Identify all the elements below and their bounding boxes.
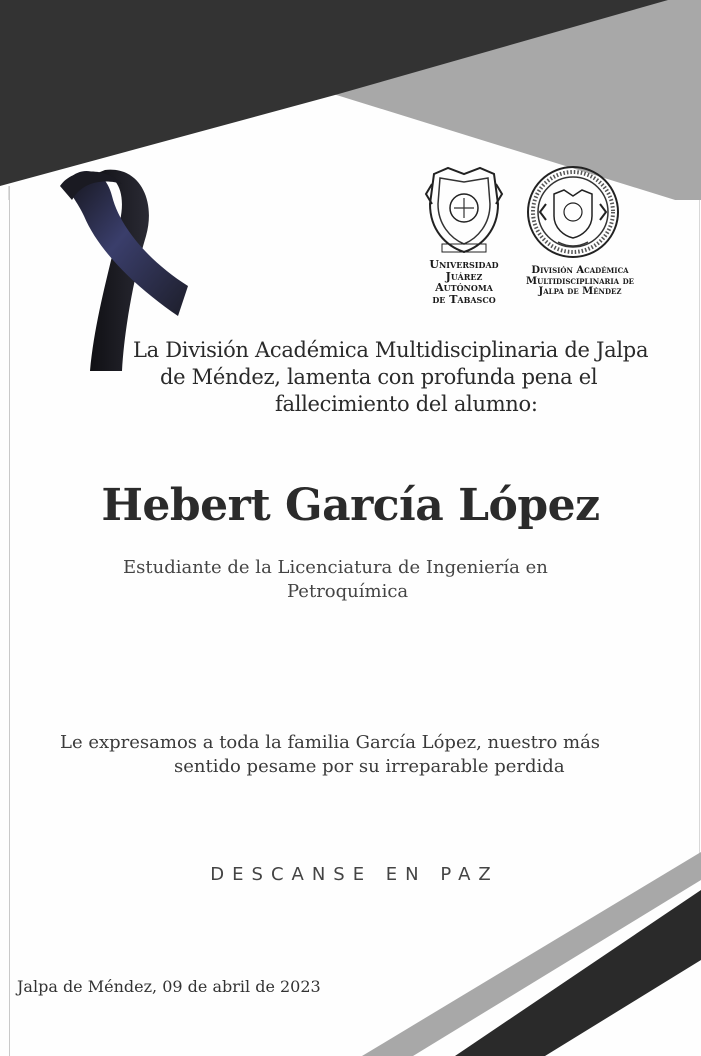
ujat-caption-line: Autónoma — [435, 281, 493, 295]
dam-caption-line: Multidisciplinaria de — [526, 275, 634, 287]
bottom-dark-stripe — [455, 890, 701, 1056]
division-seal-icon — [524, 164, 622, 260]
intro-line-3: fallecimiento del alumno: — [275, 392, 538, 416]
dam-caption-line: Jalpa de Méndez — [538, 286, 622, 297]
ujat-caption-line: Juárez — [445, 269, 483, 283]
university-coat-of-arms-icon — [424, 164, 504, 256]
place-date: Jalpa de Méndez, 09 de abril de 2023 — [17, 977, 321, 996]
ujat-caption-line: de Tabasco — [432, 292, 496, 306]
ujat-logo-caption — [412, 259, 516, 305]
rest-in-peace-text: DESCANSE EN PAZ — [210, 864, 499, 885]
condolence-line-1: Le expresamos a toda la familia García López, nuestro más — [60, 732, 601, 753]
condolence-line-2: sentido pesame por su irreparable perdida — [174, 756, 565, 777]
deceased-name: Hebert García López — [101, 480, 600, 531]
career-line-1: Estudiante de la Licenciatura de Ingeniería en — [123, 557, 548, 578]
dam-logo-caption — [518, 266, 642, 298]
intro-line-1: La División Académica Multidisciplinaria de Jalpa — [133, 338, 649, 362]
intro-line-2: de Méndez, lamenta con profunda pena el — [160, 365, 598, 389]
dam-caption-line: División Académica — [531, 265, 629, 276]
ujat-caption-line: Universidad — [429, 258, 499, 271]
career-line-2: Petroquímica — [287, 581, 409, 602]
